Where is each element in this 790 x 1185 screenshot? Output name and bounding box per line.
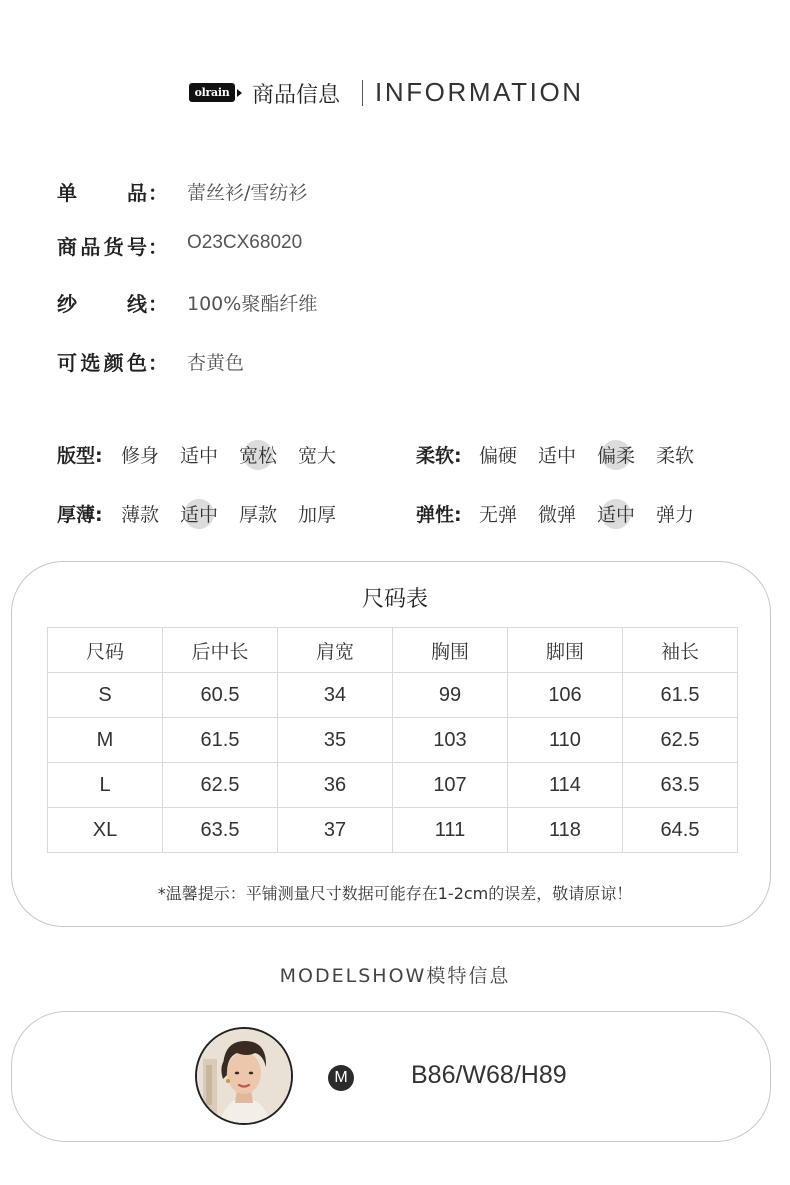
table-header-cell: 袖长 <box>623 628 738 673</box>
info-colon: ： <box>148 292 168 316</box>
table-cell: 62.5 <box>623 718 738 763</box>
table-cell: 63.5 <box>163 808 278 853</box>
table-header-cell: 肩宽 <box>278 628 393 673</box>
info-value-item: 蕾丝衫/雪纺衫 <box>187 182 308 204</box>
measurement-tip: *温馨提示：平铺测量尺寸数据可能存在1-2cm的误差，敬请原谅！ <box>157 884 633 903</box>
table-cell: 63.5 <box>623 763 738 808</box>
table-header-row <box>48 628 738 673</box>
attr-label-elasticity: 弹性: <box>416 504 462 526</box>
info-label-colors: 可选颜色 <box>57 351 147 375</box>
model-avatar <box>195 1027 293 1125</box>
table-cell: 106 <box>508 673 623 718</box>
table-row <box>48 718 738 763</box>
table-cell: 103 <box>393 718 508 763</box>
table-cell: 62.5 <box>163 763 278 808</box>
elasticity-option-selected: 适中 <box>597 500 635 527</box>
header-title-cn: 商品信息 <box>252 83 341 108</box>
thickness-option-selected: 适中 <box>180 500 218 527</box>
attr-label-fit: 版型: <box>57 445 103 467</box>
model-size-badge: M <box>328 1065 354 1091</box>
table-cell: 64.5 <box>623 808 738 853</box>
table-header-cell: 尺码 <box>48 628 163 673</box>
table-cell: XL <box>48 808 163 853</box>
thickness-option: 厚款 <box>239 504 278 526</box>
table-cell: S <box>48 673 163 718</box>
thickness-option: 加厚 <box>298 504 337 526</box>
table-cell: 110 <box>508 718 623 763</box>
table-header-cell: 后中长 <box>163 628 278 673</box>
play-triangle-icon <box>237 89 242 97</box>
info-value-yarn: 100%聚酯纤维 <box>187 293 318 315</box>
info-label-yarn: 纱线 <box>57 292 147 316</box>
table-cell: 114 <box>508 763 623 808</box>
info-value-sku: O23CX68020 <box>187 232 303 253</box>
softness-option: 适中 <box>538 445 577 467</box>
table-cell: 60.5 <box>163 673 278 718</box>
header-divider <box>362 80 363 106</box>
fit-option: 修身 <box>121 445 160 467</box>
table-cell: 36 <box>278 763 393 808</box>
size-table <box>47 627 738 853</box>
table-cell: M <box>48 718 163 763</box>
info-colon: ： <box>148 235 168 259</box>
softness-option: 柔软 <box>656 445 695 467</box>
table-cell: 35 <box>278 718 393 763</box>
table-header-cell: 胸围 <box>393 628 508 673</box>
table-header-cell: 脚围 <box>508 628 623 673</box>
table-cell: 37 <box>278 808 393 853</box>
elasticity-option: 微弹 <box>538 504 577 526</box>
model-measurements: B86/W68/H89 <box>411 1061 567 1089</box>
table-row <box>48 808 738 853</box>
table-cell: 99 <box>393 673 508 718</box>
info-colon: ： <box>148 351 168 375</box>
table-cell: 118 <box>508 808 623 853</box>
thickness-option: 薄款 <box>121 504 160 526</box>
fit-option: 宽大 <box>298 445 337 467</box>
model-card <box>11 1011 771 1142</box>
attr-label-softness: 柔软: <box>416 445 462 467</box>
table-cell: L <box>48 763 163 808</box>
info-label-sku: 商品货号 <box>57 235 147 259</box>
header-title-en: INFORMATION <box>375 77 584 107</box>
fit-option: 适中 <box>180 445 219 467</box>
softness-option: 偏硬 <box>479 445 518 467</box>
model-portrait-image <box>197 1029 291 1123</box>
softness-option-selected: 偏柔 <box>597 441 635 468</box>
info-label-item: 单品 <box>57 181 147 205</box>
model-heading: MODELSHOW模特信息 <box>279 965 511 987</box>
section-header <box>0 72 790 112</box>
table-cell: 111 <box>393 808 508 853</box>
attr-label-thickness: 厚薄: <box>57 504 103 526</box>
table-row <box>48 763 738 808</box>
elasticity-option: 无弹 <box>479 504 518 526</box>
size-chart-title: 尺码表 <box>361 587 428 612</box>
info-colon: ： <box>148 181 168 205</box>
elasticity-option: 弹力 <box>656 504 695 526</box>
fit-option-selected: 宽松 <box>239 441 277 468</box>
brand-logo: olrain <box>189 83 235 102</box>
table-cell: 61.5 <box>163 718 278 763</box>
info-value-colors: 杏黄色 <box>187 352 245 374</box>
table-cell: 107 <box>393 763 508 808</box>
table-row <box>48 673 738 718</box>
table-cell: 61.5 <box>623 673 738 718</box>
table-cell: 34 <box>278 673 393 718</box>
